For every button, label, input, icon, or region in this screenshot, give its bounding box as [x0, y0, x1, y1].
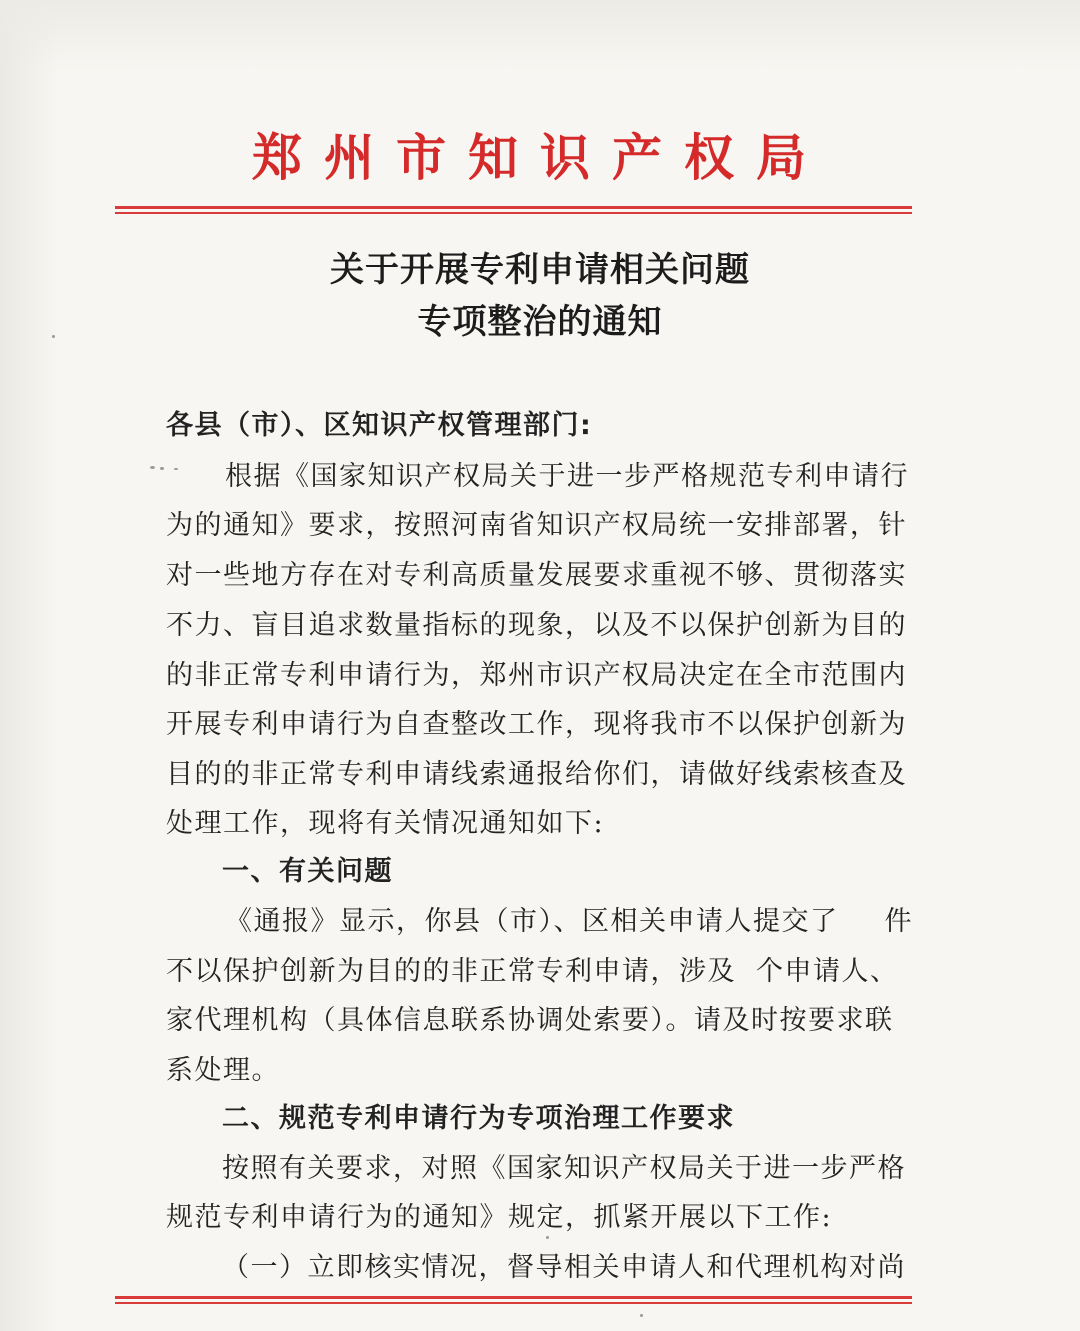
- body-line: （一）立即核实情况，督导相关申请人和代理机构对尚: [222, 1252, 906, 1283]
- section-heading-1: 一、有关问题: [222, 856, 393, 887]
- body-line: 不力、盲目追求数量指标的现象，以及不以保护创新为目的: [166, 610, 907, 641]
- scan-shadow: [0, 0, 60, 1331]
- section1-line-2: [166, 952, 899, 992]
- body-line: 根据《国家知识产权局关于进一步严格规范专利申请行: [225, 461, 909, 492]
- section-heading-2: 二、规范专利申请行为专项治理工作要求: [222, 1103, 735, 1134]
- body-line: 开展专利申请行为自查整改工作，现将我市不以保护创新为: [166, 709, 907, 740]
- scan-speck: [52, 335, 55, 338]
- body-line: 按照有关要求，对照《国家知识产权局关于进一步严格: [222, 1153, 906, 1184]
- body-line: 处理工作，现将有关情况通知如下:: [166, 808, 605, 839]
- scan-speck: [640, 1314, 643, 1317]
- body-line: 目的的非正常专利申请线索通报给你们，请做好线索核查及: [166, 759, 907, 790]
- salutation: 各县（市）、区知识产权管理部门:: [166, 410, 593, 441]
- body-line: 为的通知》要求，按照河南省知识产权局统一安排部署，针: [166, 510, 907, 541]
- section1-line-2-unit: 个申请人、: [756, 956, 899, 987]
- agency-header: 郑州市知识产权局: [252, 129, 828, 187]
- scan-speck: [546, 1236, 549, 1239]
- body-line: 家代理机构（具体信息联系协调处索要）。请及时按要求联: [166, 1005, 894, 1036]
- section1-line-1: [225, 902, 913, 942]
- red-divider-bottom-thin: [115, 1302, 912, 1304]
- body-line: 系处理。: [166, 1055, 280, 1086]
- section1-line-1-text: 《通报》显示，你县（市）、区相关申请人提交了: [225, 906, 839, 937]
- doc-title-line2: 专项整治的通知: [417, 302, 663, 342]
- red-divider-bottom: [115, 1296, 912, 1299]
- scan-shadow-top: [0, 0, 1080, 70]
- red-divider-top-thin: [115, 212, 912, 214]
- section1-line-1-unit: 件: [884, 906, 913, 937]
- body-line: 的非正常专利申请行为，郑州市识产权局决定在全市范围内: [166, 660, 907, 691]
- body-line: 对一些地方存在对专利高质量发展要求重视不够、贯彻落实: [166, 560, 907, 591]
- doc-title-line1: 关于开展专利申请相关问题: [330, 250, 750, 290]
- body-line: 规范专利申请行为的通知》规定，抓紧开展以下工作:: [166, 1202, 833, 1233]
- scan-speck: [174, 468, 178, 470]
- scan-speck: [150, 466, 155, 469]
- red-divider-top: [115, 206, 912, 209]
- scan-speck: [160, 467, 164, 470]
- section1-line-2-text: 不以保护创新为目的的非正常专利申请，涉及: [166, 956, 736, 987]
